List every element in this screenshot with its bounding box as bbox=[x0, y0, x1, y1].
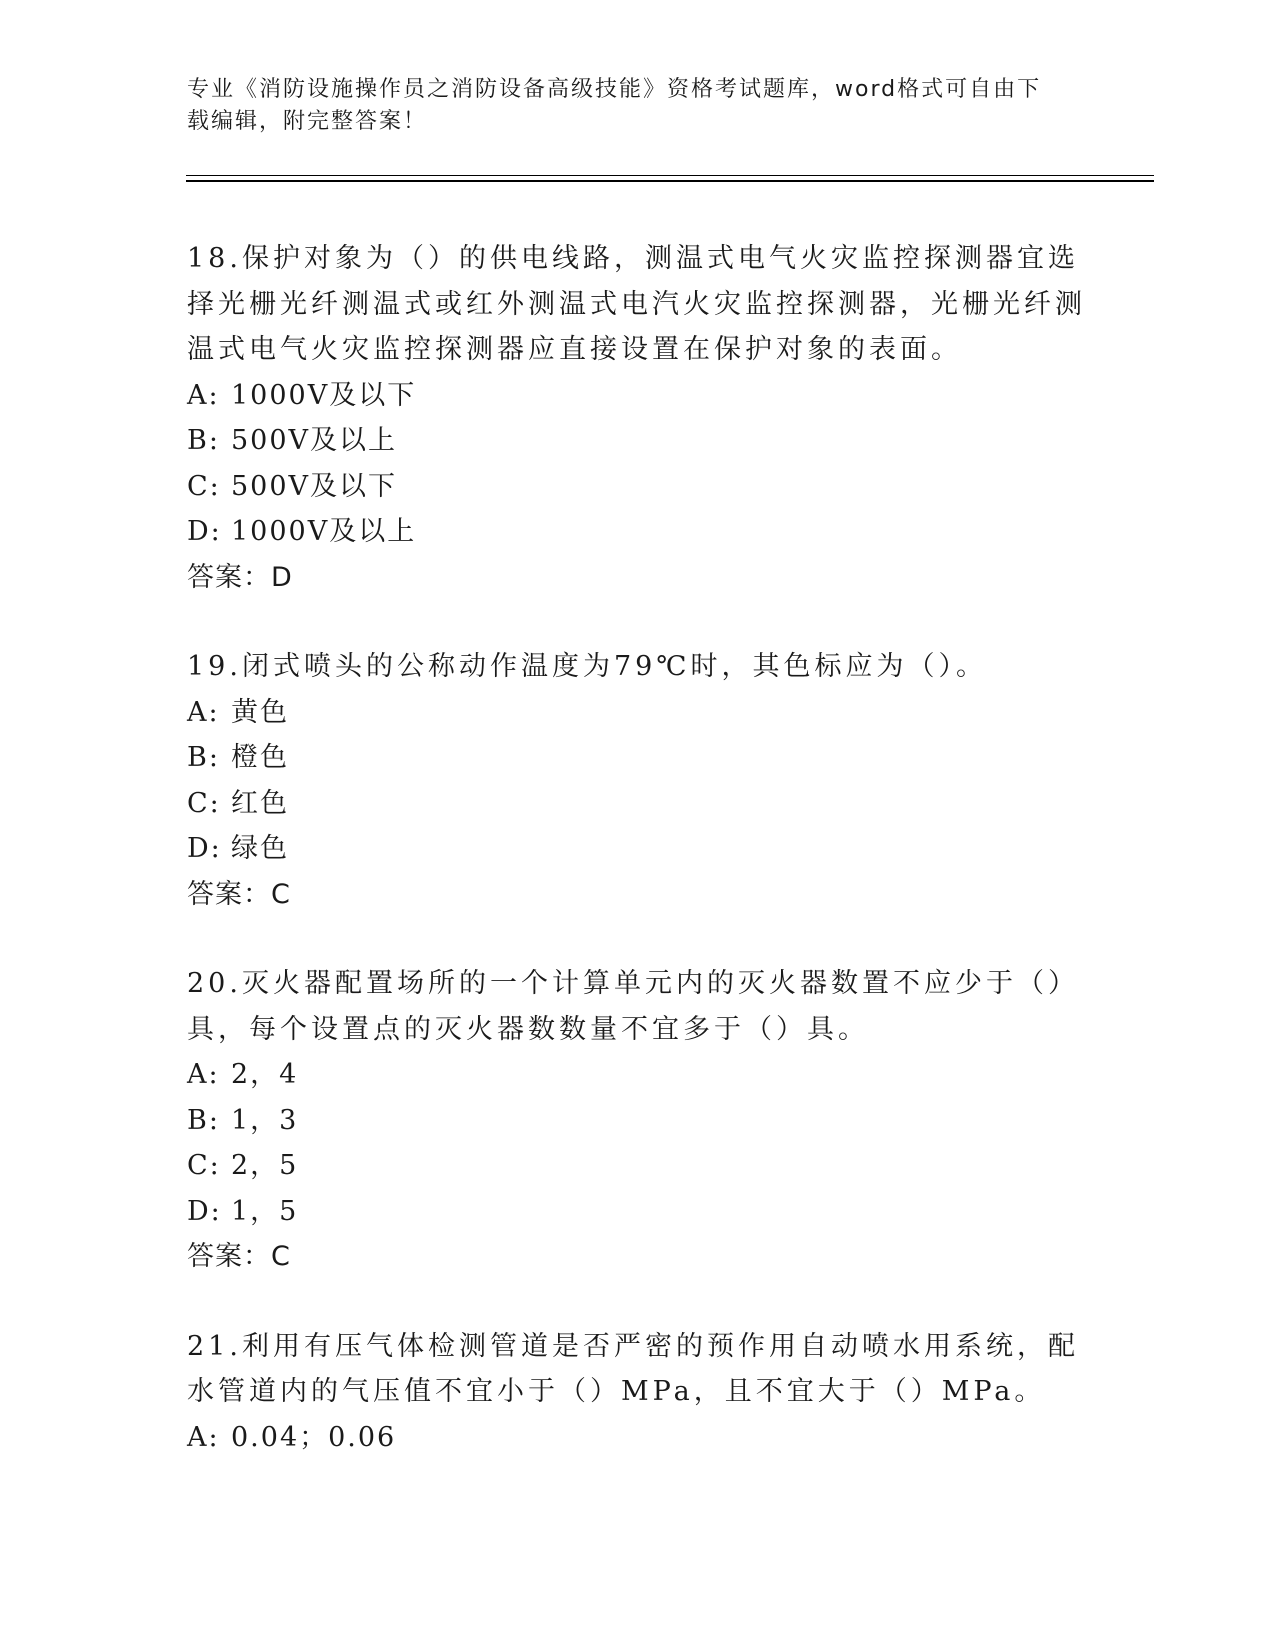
option-key: A: bbox=[187, 379, 220, 411]
option-text: 500V及以上 bbox=[231, 425, 398, 456]
option-c bbox=[187, 1143, 1087, 1189]
option-key: B: bbox=[187, 1104, 220, 1136]
option-text: 黄色 bbox=[231, 696, 289, 728]
question-stem: 19.闭式喷头的公称动作温度为79℃时，其色标应为（）。 bbox=[187, 651, 987, 682]
option-text: 2，4 bbox=[231, 1059, 299, 1090]
option-text: 500V及以下 bbox=[231, 470, 398, 502]
question-20 bbox=[187, 961, 1087, 1280]
option-d bbox=[187, 826, 1087, 872]
header-line-2: 载编辑，附完整答案！ bbox=[187, 109, 428, 134]
option-key: A: bbox=[187, 1059, 220, 1090]
option-d bbox=[187, 509, 1087, 555]
document-header bbox=[187, 74, 1067, 138]
answer-line: 答案：D bbox=[187, 561, 293, 593]
question-stem: 21.利用有压气体检测管道是否严密的预作用自动喷水用系统，配水管道内的气压值不宜小于（）MPa，且不宜大于（）MPa。 bbox=[187, 1330, 1079, 1407]
option-key: A: bbox=[187, 696, 220, 728]
answer-line: 答案：C bbox=[187, 1241, 291, 1272]
question-list bbox=[187, 236, 1087, 1504]
option-key: D: bbox=[187, 516, 222, 547]
option-key: D: bbox=[187, 833, 222, 864]
option-text: 绿色 bbox=[231, 833, 289, 864]
option-d bbox=[187, 1189, 1087, 1235]
option-key: D: bbox=[187, 1195, 222, 1227]
option-b bbox=[187, 1098, 1087, 1144]
option-key: B: bbox=[187, 742, 220, 773]
option-b bbox=[187, 735, 1087, 781]
question-21 bbox=[187, 1324, 1087, 1461]
option-text: 1000V及以上 bbox=[231, 516, 417, 547]
question-stem: 18.保护对象为（）的供电线路，测温式电气火灾监控探测器宜选择光栅光纤测温式或红外测温式电汽火灾监控探测器，光栅光纤测温式电气火灾监控探测器应直接设置在保护对象的表面。 bbox=[187, 243, 1086, 365]
question-19 bbox=[187, 644, 1087, 917]
option-text: 1000V及以下 bbox=[231, 379, 417, 411]
option-text: 橙色 bbox=[231, 742, 289, 773]
option-b bbox=[187, 418, 1087, 464]
option-c bbox=[187, 781, 1087, 827]
option-text: 2，5 bbox=[231, 1150, 299, 1181]
option-text: 红色 bbox=[231, 787, 289, 819]
option-a bbox=[187, 373, 1087, 419]
question-stem: 20.灭火器配置场所的一个计算单元内的灭火器数置不应少于（）具，每个设置点的灭火器数数量不宜多于（）具。 bbox=[187, 968, 1079, 1045]
option-text: 1，5 bbox=[231, 1195, 299, 1227]
question-18 bbox=[187, 236, 1087, 600]
header-line-1: 专业《消防设施操作员之消防设备高级技能》资格考试题库，word格式可自由下 bbox=[187, 77, 1042, 102]
option-c bbox=[187, 464, 1087, 510]
option-text: 1，3 bbox=[231, 1104, 299, 1136]
option-a bbox=[187, 690, 1087, 736]
option-a bbox=[187, 1415, 1087, 1461]
option-key: B: bbox=[187, 425, 220, 456]
option-key: A: bbox=[187, 1421, 220, 1453]
header-divider-thin bbox=[186, 175, 1154, 176]
option-text: 0.04；0.06 bbox=[231, 1421, 397, 1453]
option-key: C: bbox=[187, 470, 221, 502]
header-divider-thick bbox=[186, 180, 1154, 182]
answer-line: 答案：C bbox=[187, 878, 291, 910]
option-key: C: bbox=[187, 787, 221, 819]
option-a bbox=[187, 1052, 1087, 1098]
option-key: C: bbox=[187, 1150, 221, 1181]
